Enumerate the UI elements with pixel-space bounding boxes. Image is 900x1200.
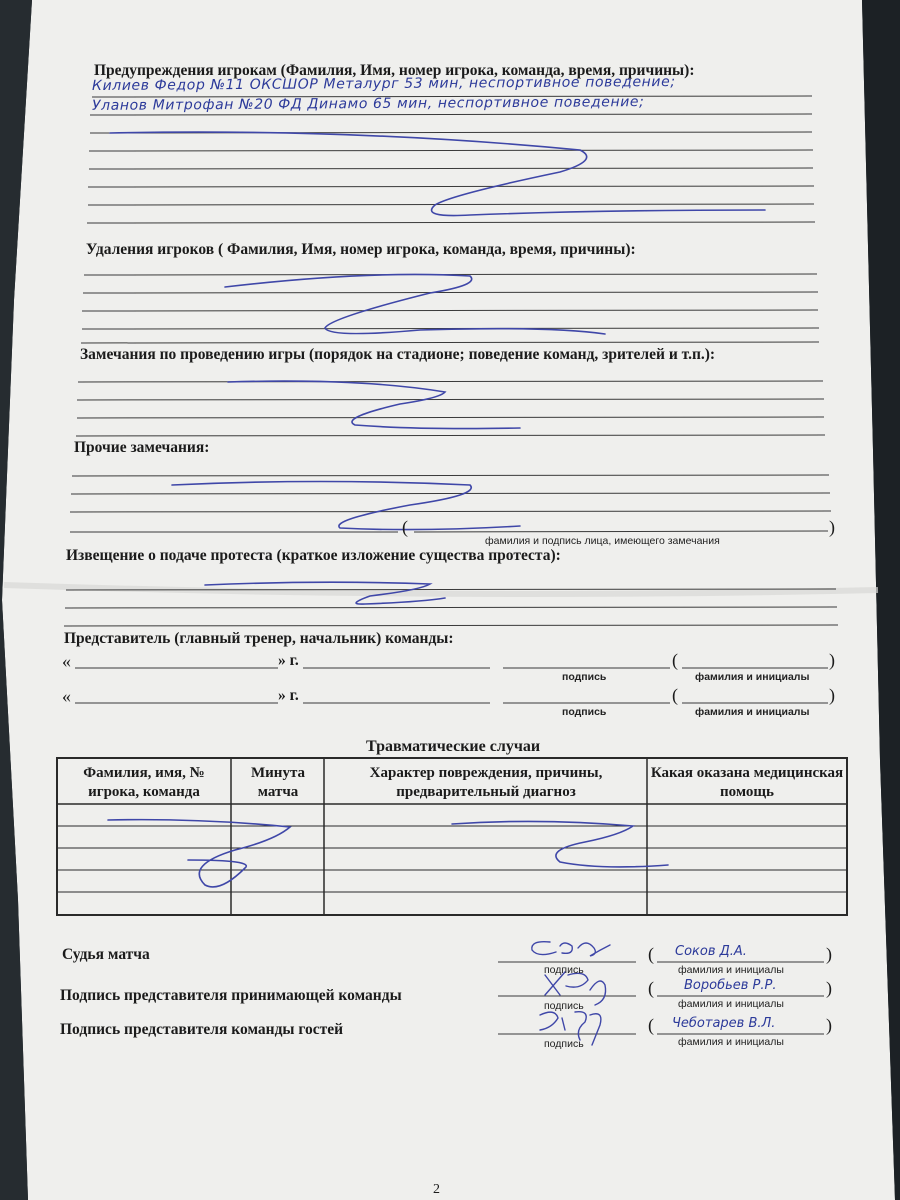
remarks-title: Замечания по проведению игры (порядок на стадионе; поведение команд, зрителей и т.п.):: [80, 346, 716, 363]
home-close-bracket: ): [826, 978, 832, 998]
warning-entry-1: Килиев Федор №11 ОКСШОР Металург 53 мин, неспортивное поведение;: [91, 73, 676, 95]
injuries-title: Травматические случаи: [366, 738, 541, 755]
guest-role: Подпись представителя команды гостей: [60, 1021, 344, 1038]
other-title: Прочие замечания:: [74, 439, 210, 456]
injuries-header-minute: Минута матча: [251, 765, 305, 800]
referee-sign-caption: подпись: [544, 964, 584, 976]
referee-open-bracket: (: [648, 944, 654, 964]
rep1-open-quote: «: [62, 651, 71, 671]
rep1-sign-caption: подпись: [562, 671, 607, 683]
home-name: Воробьев Р.Р.: [684, 978, 777, 993]
protest-title: Извещение о подаче протеста (краткое изложение существа протеста):: [66, 547, 561, 564]
page-number: 2: [433, 1182, 440, 1197]
rep1-close-quote: » г.: [278, 652, 299, 669]
rep2-open-quote: «: [62, 686, 71, 706]
guest-sign-caption: подпись: [544, 1038, 584, 1050]
warning-entry-2: Уланов Митрофан №20 ФД Динамо 65 мин, неспортивное поведение;: [91, 94, 645, 114]
referee-role: Судья матча: [62, 946, 150, 963]
home-sign-caption: подпись: [544, 1000, 584, 1012]
rep1-close-bracket: ): [829, 650, 835, 670]
guest-name-caption: фамилия и инициалы: [678, 1036, 784, 1048]
injuries-header-aid: Какая оказана медицинская помощь: [650, 765, 844, 800]
rep1-open-bracket: (: [672, 650, 678, 670]
home-name-caption: фамилия и инициалы: [678, 998, 784, 1010]
representative-title: Представитель (главный тренер, начальник) команды:: [64, 630, 454, 647]
rep2-close-bracket: ): [829, 685, 835, 705]
home-open-bracket: (: [648, 978, 654, 998]
rep1-name-caption: фамилия и инициалы: [695, 671, 810, 683]
rep2-name-caption: фамилия и инициалы: [695, 706, 810, 718]
rep2-close-quote: » г.: [278, 687, 299, 704]
rep2-sign-caption: подпись: [562, 706, 607, 718]
referee-name: Соков Д.А.: [675, 944, 747, 959]
other-caption: фамилия и подпись лица, имеющего замечания: [485, 535, 720, 547]
guest-close-bracket: ): [826, 1015, 832, 1035]
warnings-title: Предупреждения игрокам (Фамилия, Имя, номер игрока, команда, время, причины):: [94, 62, 695, 79]
referee-close-bracket: ): [826, 944, 832, 964]
other-close-bracket: ): [829, 517, 835, 537]
guest-open-bracket: (: [648, 1015, 654, 1035]
guest-name: Чеботарев В.Л.: [672, 1016, 776, 1031]
referee-name-caption: фамилия и инициалы: [678, 964, 784, 976]
removals-title: Удаления игроков ( Фамилия, Имя, номер игрока, команда, время, причины):: [86, 241, 636, 258]
injuries-header-player: Фамилия, имя, № игрока, команда: [83, 765, 205, 800]
injuries-header-diagnosis: Характер повреждения, причины, предварительный диагноз: [369, 765, 603, 800]
rep2-open-bracket: (: [672, 685, 678, 705]
home-role: Подпись представителя принимающей команды: [60, 987, 402, 1004]
other-open-bracket: (: [402, 517, 408, 537]
